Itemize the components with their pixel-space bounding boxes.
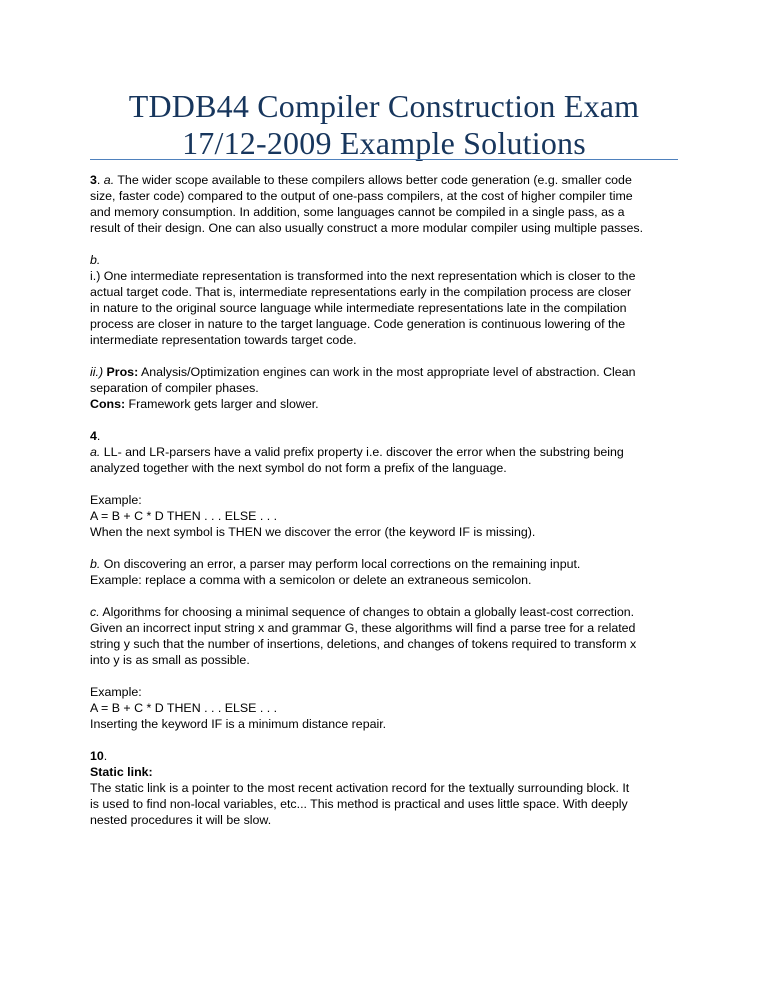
q4-b-text: On discovering an error, a parser may perform local corrections on the remaining input. — [100, 557, 581, 571]
q3-b-paragraph: b. i.) One intermediate representation is transformed into the next representation which is closer to the actual target code. That is, intermediate representations early in the compilation process are closer in nature to the original source language while intermediate representations late in the compilation process are closer in nature to the target language. Code generation is continuous lowering of the intermediate representation towards target code. — [90, 253, 636, 347]
q4-b-paragraph — [90, 556, 680, 588]
pros-label: Pros: — [106, 365, 139, 379]
q4-c-label: c. — [90, 605, 100, 619]
q4-number: 4 — [90, 429, 97, 443]
q4-example-label: Example: — [90, 493, 142, 507]
q3-b-ii-paragraph: ii.) Pros: Analysis/Optimization engines can work in the most appropriate level of abstraction. Clean separation of compiler phases. Cons: Framework gets larger and slower. — [90, 365, 636, 411]
title-line-2: 17/12-2009 Example Solutions — [182, 125, 586, 161]
static-link-label: Static link: — [90, 765, 153, 779]
document-body — [90, 172, 680, 844]
q4-a-example — [90, 492, 680, 540]
q4-a-label: a. — [90, 445, 101, 459]
cons-label: Cons: — [90, 397, 126, 411]
q4-c-example-note: Inserting the keyword IF is a minimum distance repair. — [90, 717, 387, 731]
title-divider — [90, 159, 678, 160]
q4-a-paragraph: 4. a. LL- and LR-parsers have a valid prefix property i.e. discover the error when the substring being analyzed together with the next symbol do not form a prefix of the language. — [90, 429, 624, 475]
q10-number-suffix: . — [103, 749, 108, 763]
q4-example-note: When the next symbol is THEN we discover the error (the keyword IF is missing). — [90, 525, 536, 539]
q3-a-paragraph: 3. a. The wider scope available to these compilers allows better code generation (e.g. smaller code size, faster code) compared to the output of one-pass compilers, at the cost of higher compiler time and memory consumption. In addition, some languages cannot be compiled in a single pass, as a result of their design. One can also usually construct a more modular compiler using multiple passes. — [90, 173, 644, 235]
q4-c-example-code: A = B + C * D THEN . . . ELSE . . . — [90, 701, 278, 715]
q4-c-example-label: Example: — [90, 685, 142, 699]
q3-b-label: b. — [90, 253, 101, 267]
q4-c-paragraph: c. Algorithms for choosing a minimal sequence of changes to obtain a globally least-cost correction. Given an incorrect input string x and grammar G, these algorithms will find a parse tree for a related string y such that the number of insertions, deletions, and changes of tokens required to transform x into y is as small as possible. — [90, 605, 637, 667]
q10-paragraph: 10. Static link: The static link is a pointer to the most recent activation record for the textually surrounding block. It is used to find non-local variables, etc... This method is practical and uses little space. With deeply nested procedures it will be slow. — [90, 749, 630, 827]
q4-example-code: A = B + C * D THEN . . . ELSE . . . — [90, 509, 278, 523]
q3-number-suffix: . — [96, 173, 104, 187]
q4-number-suffix: . — [96, 429, 101, 443]
q3-a-label: a. — [103, 173, 115, 187]
q10-number: 10 — [90, 749, 104, 763]
q4-b-example: Example: replace a comma with a semicolon or delete an extraneous semicolon. — [90, 573, 532, 587]
q3-number: 3 — [90, 173, 97, 187]
q4-c-example — [90, 684, 680, 732]
q4-b-label: b. — [90, 557, 101, 571]
title-line-1: TDDB44 Compiler Construction Exam — [128, 88, 640, 124]
cons-text: Framework gets larger and slower. — [125, 397, 319, 411]
page-title — [60, 88, 708, 162]
q3-b-ii-label: ii.) — [90, 365, 104, 379]
